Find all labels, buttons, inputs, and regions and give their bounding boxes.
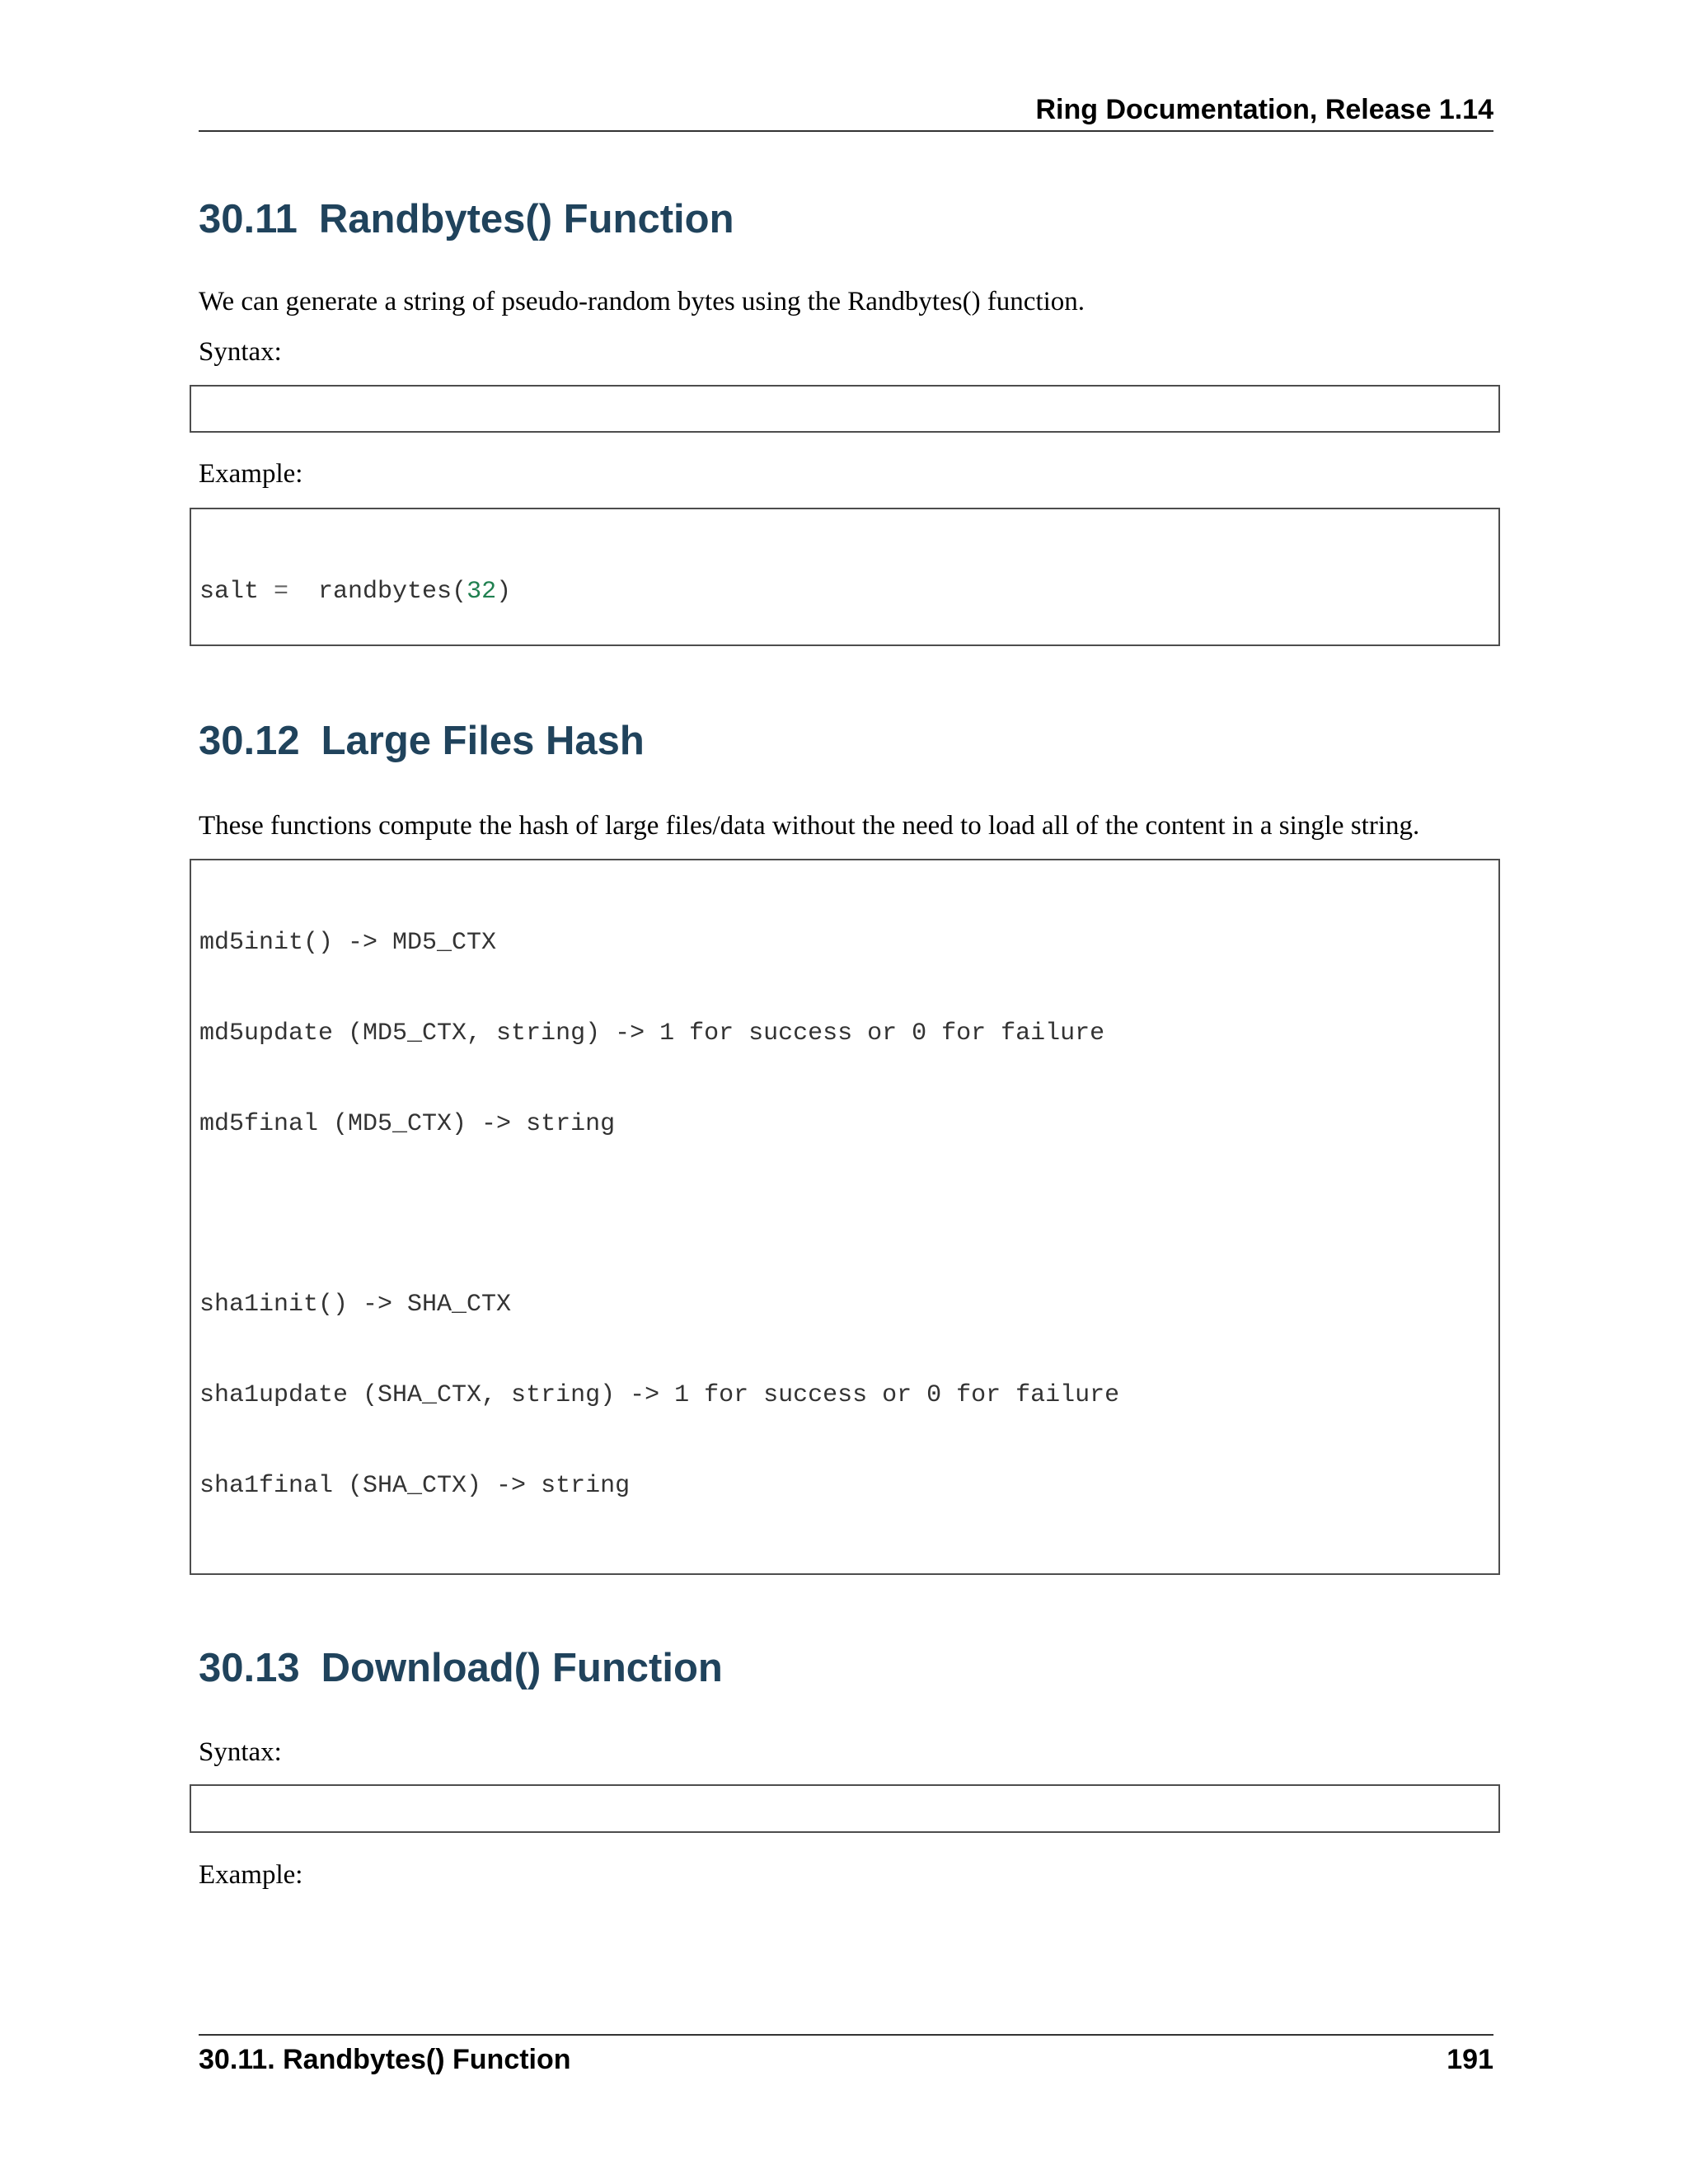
code-line: md5init() -> MD5_CTX xyxy=(199,929,497,958)
section-title: Randbytes() Function xyxy=(318,197,734,241)
randbytes-syntax-code xyxy=(190,385,1500,433)
header-rule xyxy=(199,130,1493,132)
code-line: salt = randbytes(32) xyxy=(199,578,512,607)
hash-intro: These functions compute the hash of large files/data without the need to load all of the content in a single string. xyxy=(199,811,1420,841)
code-line: md5update (MD5_CTX, string) -> 1 for success or 0 for failure xyxy=(199,1019,1105,1047)
section-title: Download() Function xyxy=(321,1646,723,1690)
hash-functions-code xyxy=(190,859,1500,1575)
code-line: sha1final (SHA_CTX) -> string xyxy=(199,1471,631,1500)
section-title: Large Files Hash xyxy=(321,719,645,763)
footer-section-link[interactable]: 30.11. Randbytes() Function xyxy=(199,2044,571,2075)
page-number: 191 xyxy=(1447,2044,1493,2075)
section-number: 30.13 xyxy=(199,1646,300,1690)
download-syntax-label: Syntax: xyxy=(199,1737,282,1767)
download-syntax-code xyxy=(190,1784,1500,1833)
code-line: sha1update (SHA_CTX, string) -> 1 for success or 0 for failure xyxy=(199,1381,1120,1410)
section-heading-randbytes xyxy=(199,194,734,244)
section-heading-download xyxy=(199,1643,723,1693)
running-header: Ring Documentation, Release 1.14 xyxy=(1035,94,1493,125)
code-line xyxy=(199,1562,1498,1575)
code-line: md5final (MD5_CTX) -> string xyxy=(199,1109,616,1138)
randbytes-example-code xyxy=(190,508,1500,646)
randbytes-syntax-label: Syntax: xyxy=(199,337,282,367)
section-heading-large-files-hash xyxy=(199,716,645,766)
section-number: 30.11 xyxy=(199,197,298,241)
code-line: sha1init() -> SHA_CTX xyxy=(199,1291,512,1319)
footer-rule xyxy=(199,2034,1493,2036)
randbytes-example-label: Example: xyxy=(199,459,303,489)
download-example-label: Example: xyxy=(199,1860,303,1890)
randbytes-intro: We can generate a string of pseudo-random bytes using the Randbytes() function. xyxy=(199,287,1085,316)
code-line xyxy=(199,1200,1498,1230)
section-number: 30.12 xyxy=(199,719,300,763)
